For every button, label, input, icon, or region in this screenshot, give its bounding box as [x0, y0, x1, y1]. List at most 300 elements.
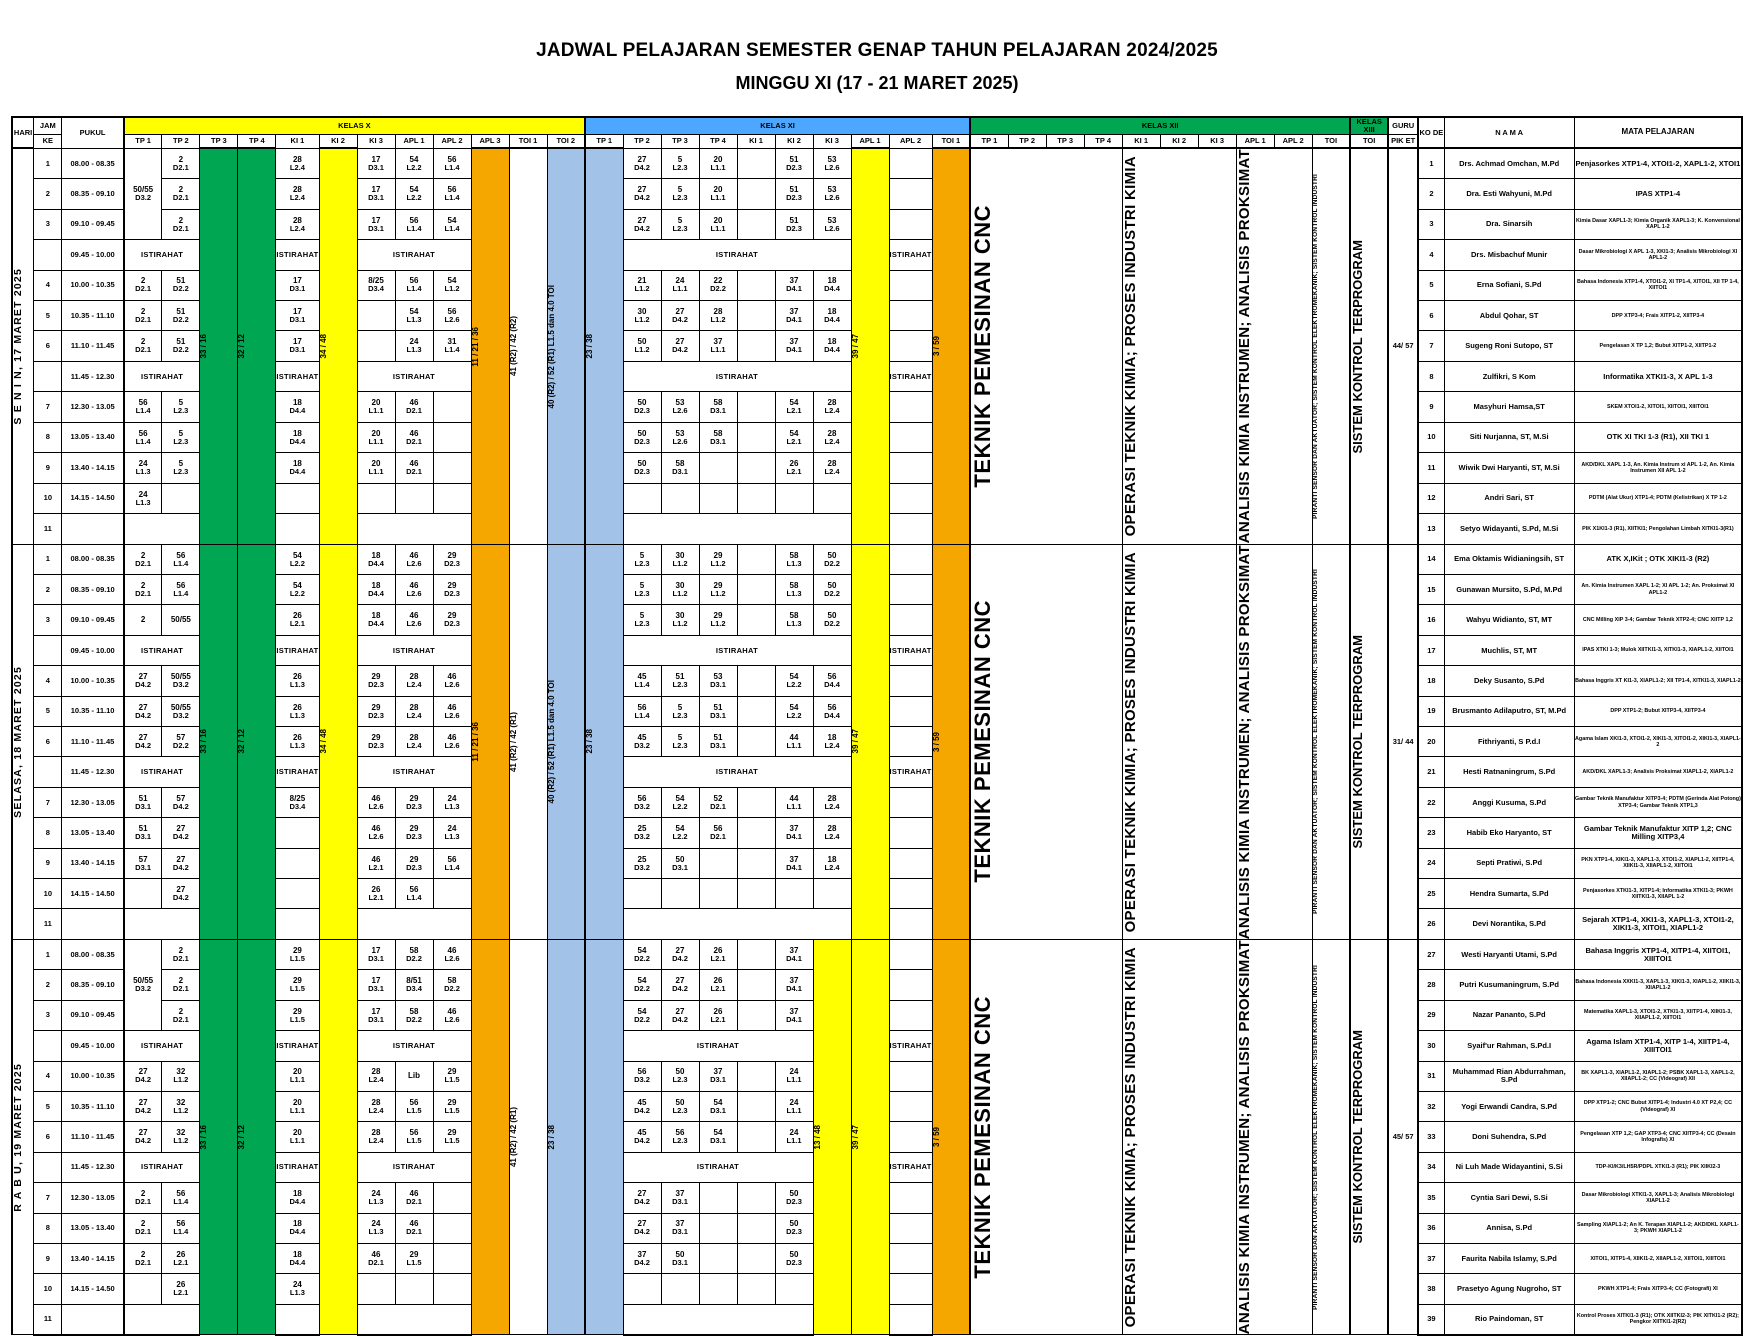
class-cell [433, 1213, 471, 1243]
class-cell [889, 1091, 932, 1121]
class-cell [433, 422, 471, 452]
class-cell: 17 D3.1 [276, 270, 319, 300]
band-x-ki2: 34 / 48 [319, 148, 357, 544]
class-cell: 56 L1.4 [395, 209, 433, 239]
class-cell: 51 D3.1 [699, 727, 737, 757]
class-cell: 29 L1.5 [276, 1000, 319, 1030]
teacher-code: 33 [1418, 1122, 1444, 1152]
jam-waktu: 09.10 - 09.45 [62, 209, 124, 239]
empty-cell [124, 514, 200, 545]
band-xi-tp1: 23 / 38 [585, 148, 623, 544]
jam-waktu: 11.45 - 12.30 [62, 361, 124, 391]
jam-waktu: 09.10 - 09.45 [62, 605, 124, 635]
teacher-code: 5 [1418, 270, 1444, 300]
jam-ke [34, 635, 62, 665]
class-cell: 5 L2.3 [623, 605, 661, 635]
jam-waktu: 10.00 - 10.35 [62, 1061, 124, 1091]
class-cell: 17 D3.1 [357, 209, 395, 239]
class-cell [737, 848, 775, 878]
jam-ke: 1 [34, 544, 62, 574]
teacher-subjects: Dasar Mikrobiologi XTKI1-3, XAPL1-3; Analisis Mikrobiologi XIAPL1-2 [1574, 1183, 1742, 1213]
band-xi-ki3: 13 / 48 [813, 939, 851, 1334]
jam-ke [34, 240, 62, 270]
teacher-subjects: DPP XTP1-2; Bubut XITP3-4, XIITP3-4 [1574, 696, 1742, 726]
col-xii-ki1: KI 1 [1122, 134, 1160, 148]
class-cell: 37 D4.1 [775, 331, 813, 361]
class-cell: 26 L2.1 [699, 1000, 737, 1030]
jam-ke: 11 [34, 514, 62, 545]
teacher-code: 36 [1418, 1213, 1444, 1243]
empty-cell [276, 909, 319, 939]
band-x-ki2 [319, 939, 357, 1334]
class-cell: 57 D3.1 [124, 848, 162, 878]
class-cell: 45 L1.4 [623, 666, 661, 696]
istirahat-label: ISTIRAHAT [276, 1031, 319, 1061]
class-cell: 58 L1.3 [775, 544, 813, 574]
istirahat-label: ISTIRAHAT [124, 1031, 200, 1061]
class-cell: 2 [124, 605, 162, 635]
class-cell: 53 D3.1 [699, 666, 737, 696]
class-cell [775, 879, 813, 909]
teacher-name: Anggi Kusuma, S.Pd [1444, 787, 1574, 817]
teacher-subjects: ATK X,IKit ; OTK XIKI1-3 (R2) [1574, 544, 1742, 574]
jam-ke: 2 [34, 179, 62, 209]
col-x-ki3: KI 3 [357, 134, 395, 148]
class-cell: 24 L1.1 [775, 1061, 813, 1091]
col-xii-tp2: TP 2 [1008, 134, 1046, 148]
class-cell [889, 422, 932, 452]
class-cell: 50 L2.3 [661, 1061, 699, 1091]
class-cell [889, 1061, 932, 1091]
teacher-name: Drs. Misbachuf Munir [1444, 240, 1574, 270]
jam-ke: 8 [34, 422, 62, 452]
class-cell [737, 1091, 775, 1121]
jam-waktu: 13.40 - 14.15 [62, 453, 124, 483]
table-body [12, 148, 1742, 1334]
class-cell [889, 818, 932, 848]
class-cell: 58 D2.2 [395, 939, 433, 969]
jam-waktu [62, 909, 124, 939]
class-cell [889, 1183, 932, 1213]
col-xi-tp1: TP 1 [585, 134, 623, 148]
class-cell [889, 1213, 932, 1243]
jam-waktu: 10.35 - 11.10 [62, 696, 124, 726]
class-cell: 56 L2.3 [661, 1122, 699, 1152]
class-cell [889, 1243, 932, 1273]
xii-block-analisis: ANALISIS KIMIA INSTRUMEN; ANALISIS PROKSIMAT [1236, 939, 1312, 1334]
jam-ke: 11 [34, 1304, 62, 1334]
teacher-name: Fithriyanti, S P.d.I [1444, 727, 1574, 757]
teacher-subjects: OTK XI TKI 1-3 (R1), XII TKI 1 [1574, 422, 1742, 452]
teacher-subjects: Matematika XAPL1-3, XTOI1-2, XTKI1-3, XIITP1-4, XIIKI1-3, XIIAPL1-2, XIITOI1 [1574, 1000, 1742, 1030]
jam-waktu: 12.30 - 13.05 [62, 1183, 124, 1213]
class-cell: 20 L1.1 [276, 1061, 319, 1091]
class-cell: 24 L1.3 [433, 818, 471, 848]
band-x-tp4: 32 / 12 [238, 939, 276, 1334]
class-cell: 2 D2.1 [124, 1213, 162, 1243]
teacher-code: 13 [1418, 514, 1444, 545]
class-cell: 24 L1.3 [395, 331, 433, 361]
xii-block-analisis: ANALISIS KIMIA INSTRUMEN; ANALISIS PROKSIMAT [1236, 544, 1312, 939]
empty-cell [357, 909, 471, 939]
empty-cell [276, 514, 319, 545]
class-cell: 18 D4.4 [357, 544, 395, 574]
jam-waktu: 14.15 - 14.50 [62, 1274, 124, 1304]
class-cell: 17 D3.1 [357, 179, 395, 209]
class-cell: 46 D2.1 [395, 1183, 433, 1213]
class-cell [699, 483, 737, 513]
header-kelas-xi: KELAS XI [585, 117, 970, 134]
class-cell: 2 D2.1 [124, 574, 162, 604]
xii-block-analisis: ANALISIS KIMIA INSTRUMEN; ANALISIS PROKSIMAT [1236, 148, 1312, 544]
class-cell: 28 L2.4 [395, 727, 433, 757]
class-cell: 29 D2.3 [357, 727, 395, 757]
teacher-code: 27 [1418, 939, 1444, 969]
istirahat-label: ISTIRAHAT [276, 240, 319, 270]
class-cell: 37 D4.1 [775, 970, 813, 1000]
class-cell: 56 L1.4 [623, 696, 661, 726]
guru-piket-count: 44/ 57 [1388, 148, 1418, 544]
header-kelas-xiii: KELAS XIII [1350, 117, 1388, 134]
empty-cell [889, 1304, 932, 1334]
empty-cell [357, 514, 471, 545]
class-cell [124, 1274, 162, 1304]
class-cell: 2 D2.1 [162, 970, 200, 1000]
jam-waktu: 08.00 - 08.35 [62, 148, 124, 178]
teacher-name: Septi Pratiwi, S.Pd [1444, 848, 1574, 878]
class-cell: 46 L2.6 [357, 787, 395, 817]
class-cell: 2 D2.1 [124, 270, 162, 300]
teacher-subjects: Bahasa Inggris XT KI1-3, XIAPL1-2; XII TP1-4, XITKI1-3, XIAPL1-2 [1574, 666, 1742, 696]
col-x-tp3: TP 3 [200, 134, 238, 148]
class-cell: 20 L1.1 [357, 453, 395, 483]
class-cell: 56 L1.4 [433, 179, 471, 209]
class-cell: 27 D4.2 [124, 1091, 162, 1121]
class-cell: 53 L2.6 [813, 148, 851, 178]
jam-ke: 6 [34, 331, 62, 361]
class-cell: 28 L2.4 [357, 1061, 395, 1091]
class-cell: 52 D2.1 [699, 787, 737, 817]
class-cell: 24 L1.3 [357, 1213, 395, 1243]
class-cell: 27 D4.2 [124, 1122, 162, 1152]
teacher-code: 22 [1418, 787, 1444, 817]
class-cell [395, 483, 433, 513]
jam-waktu: 12.30 - 13.05 [62, 787, 124, 817]
class-cell: 2 D2.1 [124, 1183, 162, 1213]
empty-cell [889, 909, 932, 939]
class-cell: 54 L2.2 [276, 544, 319, 574]
jam-ke: 3 [34, 605, 62, 635]
class-cell: 45 D4.2 [623, 1122, 661, 1152]
class-cell: 46 L2.6 [395, 544, 433, 574]
band-x-apl3: 11 / 21 / 36 [471, 544, 509, 939]
jam-waktu: 13.05 - 13.40 [62, 818, 124, 848]
class-cell [623, 1274, 661, 1304]
class-cell: 54 L2.2 [276, 574, 319, 604]
teacher-subjects: Pengelasan XTP 1,2; GAP XTP3-4; CNC XIITP3-4; CC (Desain Infografis) XI [1574, 1122, 1742, 1152]
jam-waktu: 09.45 - 10.00 [62, 1031, 124, 1061]
class-cell [775, 483, 813, 513]
class-cell: 37 D4.1 [775, 848, 813, 878]
class-cell: 46 L2.6 [433, 939, 471, 969]
col-xii-tp1: TP 1 [970, 134, 1008, 148]
class-cell: 24 L1.3 [124, 453, 162, 483]
class-cell: 2 D2.1 [162, 179, 200, 209]
teacher-code: 9 [1418, 392, 1444, 422]
teacher-subjects: PKN XTP1-4, XIKI1-3, XAPL1-3, XTOI1-2, XIAPL1-2, XIITP1-4, XIIKI1-3, XIIAPL1-2, XIITOI1 [1574, 848, 1742, 878]
col-xi-apl1: APL 1 [851, 134, 889, 148]
class-cell [433, 1183, 471, 1213]
teacher-subjects: Sejarah XTP1-4, XKI1-3, XAPL1-3, XTOI1-2, XIKI1-3, XITOI1, XIAPL1-2 [1574, 909, 1742, 939]
class-cell: 56 D3.2 [623, 787, 661, 817]
class-cell [433, 879, 471, 909]
jam-waktu: 11.45 - 12.30 [62, 1152, 124, 1182]
xii-block-cnc: TEKNIK PEMESINAN CNC [970, 148, 1122, 544]
class-cell [889, 1000, 932, 1030]
class-cell: 28 L2.4 [395, 666, 433, 696]
band-xi-tp1 [585, 939, 623, 1334]
page-subtitle: MINGGU XI (17 - 21 MARET 2025) [735, 73, 1019, 93]
class-cell: 18 D4.4 [813, 270, 851, 300]
class-cell: 50 D2.2 [813, 544, 851, 574]
class-cell: 2 D2.1 [162, 209, 200, 239]
class-cell [737, 1061, 775, 1091]
teacher-name: Putri Kusumaningrum, S.Pd [1444, 970, 1574, 1000]
istirahat-label: ISTIRAHAT [357, 361, 471, 391]
class-cell: 37 D4.1 [775, 1000, 813, 1030]
teacher-code: 15 [1418, 574, 1444, 604]
col-x-apl2: APL 2 [433, 134, 471, 148]
class-cell: 24 L1.1 [775, 1091, 813, 1121]
teacher-name: Setyo Widayanti, S.Pd, M.Si [1444, 514, 1574, 545]
teacher-subjects: Bahasa Indonesia XTP1-4, XTOI1-2, XI TP1-4, XITOI1, XII TP 1-4, XIITOI1 [1574, 270, 1742, 300]
class-cell [357, 483, 395, 513]
class-cell: 26 L2.1 [699, 970, 737, 1000]
class-cell: 18 L2.4 [813, 848, 851, 878]
jam-waktu: 13.05 - 13.40 [62, 1213, 124, 1243]
class-cell [433, 453, 471, 483]
class-cell: 50 L1.2 [623, 331, 661, 361]
class-cell: 29 L1.5 [276, 970, 319, 1000]
class-cell: 29 L1.2 [699, 574, 737, 604]
class-cell: 5 L2.3 [661, 179, 699, 209]
teacher-code: 29 [1418, 1000, 1444, 1030]
class-cell [623, 483, 661, 513]
teacher-name: Siti Nurjanna, ST, M.Si [1444, 422, 1574, 452]
class-cell: 37 D3.1 [699, 1061, 737, 1091]
class-cell: 2 D2.1 [124, 300, 162, 330]
class-cell: 27 D4.2 [124, 666, 162, 696]
class-cell [775, 1274, 813, 1304]
class-cell [889, 970, 932, 1000]
header-piket: PIK ET [1388, 134, 1418, 148]
class-cell: 2 D2.1 [124, 544, 162, 574]
class-cell: 5 L2.3 [623, 574, 661, 604]
band-x-apl3: 11 / 21 / 36 [471, 148, 509, 544]
class-cell: 26 L1.3 [276, 666, 319, 696]
istirahat-label: ISTIRAHAT [889, 240, 932, 270]
class-cell: 56 L1.4 [124, 392, 162, 422]
class-cell: 24 L1.3 [276, 1274, 319, 1304]
class-cell: 51 D2.3 [775, 148, 813, 178]
jam-waktu: 14.15 - 14.50 [62, 879, 124, 909]
teacher-name: Brusmanto Adilaputro, ST, M.Pd [1444, 696, 1574, 726]
class-cell: 17 D3.1 [276, 331, 319, 361]
class-cell: 46 L2.6 [433, 1000, 471, 1030]
jam-waktu: 08.35 - 09.10 [62, 574, 124, 604]
istirahat-label: ISTIRAHAT [623, 1031, 813, 1061]
header-mapel: MATA PELAJARAN [1574, 117, 1742, 148]
col-xii-toi: TOI [1312, 134, 1350, 148]
day-label: R A B U, 19 MARET 2025 [12, 939, 34, 1334]
class-cell [433, 483, 471, 513]
class-cell: 8/25 D3.4 [357, 270, 395, 300]
xii-block-sensor: PIRANTI SENSOR DAN AKTUATOR; SISTEM KONTROL ELEKTROMEKANIK; SISTEM KONTROL INDUSTRI [1312, 148, 1350, 544]
teacher-code: 19 [1418, 696, 1444, 726]
teacher-name: Nazar Pananto, S.Pd [1444, 1000, 1574, 1030]
class-cell [699, 453, 737, 483]
istirahat-label: ISTIRAHAT [889, 757, 932, 787]
teacher-subjects: Dasar Mikrobiologi X APL 1-3, XKI1-3; Analisis Mikrobiologi XI APL1-2 [1574, 240, 1742, 270]
class-cell: 28 L2.4 [813, 787, 851, 817]
class-cell: 56 L1.4 [395, 879, 433, 909]
col-x-apl1: APL 1 [395, 134, 433, 148]
class-cell: 24 L1.3 [124, 483, 162, 513]
teacher-subjects: DPP XTP1-2; CNC Bubut XITP1-4; Industri 4.0 XT P2,4; CC (Videograf) XI [1574, 1091, 1742, 1121]
class-cell: 51 D2.2 [162, 270, 200, 300]
class-cell: 54 L1.4 [433, 209, 471, 239]
col-xiii-toi: TOI [1350, 134, 1388, 148]
jam-waktu: 13.40 - 14.15 [62, 848, 124, 878]
istirahat-label: ISTIRAHAT [357, 1031, 471, 1061]
class-cell: 28 L2.4 [813, 392, 851, 422]
class-cell: Lib [395, 1061, 433, 1091]
istirahat-label: ISTIRAHAT [276, 757, 319, 787]
class-cell: 56 L1.4 [433, 848, 471, 878]
teacher-code: 39 [1418, 1304, 1444, 1334]
empty-cell [124, 909, 200, 939]
teacher-subjects: Sampling XIAPL1-2; An K. Terapan XIAPL1-2; AKD/DKL XAPL1-3; PKWH XIAPL1-2 [1574, 1213, 1742, 1243]
class-cell: 17 D3.1 [357, 148, 395, 178]
class-cell: 18 D4.4 [276, 1243, 319, 1273]
class-cell: 18 D4.4 [276, 422, 319, 452]
jam-ke: 10 [34, 1274, 62, 1304]
band-x-toi1: 41 (R2) / 42 (R2) [509, 148, 547, 544]
istirahat-label: ISTIRAHAT [623, 757, 851, 787]
istirahat-label: ISTIRAHAT [124, 240, 200, 270]
class-cell: 50/55 D3.2 [124, 148, 162, 239]
class-cell: 54 L1.2 [433, 270, 471, 300]
class-cell: 27 D4.2 [623, 1213, 661, 1243]
class-cell: 56 L2.6 [433, 300, 471, 330]
guru-piket-count: 31/ 44 [1388, 544, 1418, 939]
istirahat-label: ISTIRAHAT [276, 361, 319, 391]
jam-waktu: 11.10 - 11.45 [62, 1122, 124, 1152]
class-cell [661, 879, 699, 909]
class-cell: 18 D4.4 [357, 574, 395, 604]
teacher-code: 18 [1418, 666, 1444, 696]
band-xi-toi1: 3 / 59 [932, 148, 970, 544]
class-cell [889, 879, 932, 909]
class-cell: 50 D3.1 [661, 1243, 699, 1273]
header-hari: HARI [12, 117, 34, 148]
teacher-subjects: IPAS XTP1-4 [1574, 179, 1742, 209]
teacher-subjects: DPP XTP3-4; Frais XITP1-2, XIITP3-4 [1574, 300, 1742, 330]
class-cell: 53 L2.6 [813, 179, 851, 209]
class-cell [276, 818, 319, 848]
teacher-name: Wahyu Widianto, ST, MT [1444, 605, 1574, 635]
class-cell: 27 D4.2 [124, 696, 162, 726]
class-cell: 56 L1.5 [395, 1091, 433, 1121]
jam-waktu: 13.40 - 14.15 [62, 1243, 124, 1273]
class-cell: 37 D4.2 [623, 1243, 661, 1273]
teacher-code: 32 [1418, 1091, 1444, 1121]
class-cell: 2 D2.1 [162, 148, 200, 178]
teacher-subjects: XITOI1, XITP1-4, XIIKI1-2, XIIAPL1-2, XIITOI1, XIIITOI1 [1574, 1243, 1742, 1273]
xii-block-cnc: TEKNIK PEMESINAN CNC [970, 939, 1122, 1334]
class-cell: 56 L1.5 [395, 1122, 433, 1152]
class-cell: 28 L1.2 [699, 300, 737, 330]
teacher-code: 10 [1418, 422, 1444, 452]
band-x-toi2: 40 (R2) / 52 (R1) L1.5 dan 4.0 TOI [547, 148, 585, 544]
class-cell: 22 D2.2 [699, 270, 737, 300]
class-cell: 58 D2.2 [395, 1000, 433, 1030]
class-cell [276, 848, 319, 878]
class-cell [889, 544, 932, 574]
jam-waktu [62, 514, 124, 545]
class-cell: 29 D2.3 [357, 666, 395, 696]
class-cell: 26 L2.1 [162, 1243, 200, 1273]
class-cell: 27 D4.2 [162, 818, 200, 848]
band-x-tp4: 32 / 12 [238, 148, 276, 544]
class-cell: 44 L1.1 [775, 787, 813, 817]
class-cell [889, 1122, 932, 1152]
class-cell: 50 D2.3 [775, 1183, 813, 1213]
class-cell [737, 544, 775, 574]
jam-ke: 2 [34, 574, 62, 604]
class-cell [889, 666, 932, 696]
class-cell: 46 L2.6 [433, 666, 471, 696]
jam-waktu: 08.35 - 09.10 [62, 970, 124, 1000]
class-cell: 2 D2.1 [162, 939, 200, 969]
class-cell: 50/55 D3.2 [124, 939, 162, 1030]
class-cell: 27 D4.2 [661, 300, 699, 330]
class-cell: 28 L2.4 [276, 209, 319, 239]
class-cell: 37 D4.1 [775, 270, 813, 300]
teacher-name: Westi Haryanti Utami, S.Pd [1444, 939, 1574, 969]
teacher-subjects: AKD/DKL XAPL1-3; Analisis Proksimat XIAPL1-2, XIAPL1-2 [1574, 757, 1742, 787]
class-cell [661, 483, 699, 513]
class-cell: 50 D2.2 [813, 574, 851, 604]
class-cell [737, 209, 775, 239]
class-cell: 50/55 D3.2 [162, 666, 200, 696]
jam-ke: 3 [34, 1000, 62, 1030]
class-cell: 17 D3.1 [357, 939, 395, 969]
class-cell: 45 D4.2 [623, 1091, 661, 1121]
class-cell [737, 483, 775, 513]
class-cell: 27 D4.2 [661, 331, 699, 361]
class-cell: 54 L2.2 [661, 787, 699, 817]
class-cell: 54 L2.1 [775, 392, 813, 422]
class-cell: 54 D2.2 [623, 1000, 661, 1030]
class-cell: 5 L2.3 [162, 392, 200, 422]
teacher-subjects: IPAS XTKI 1-3; Mulok XIITKI1-3, XITKI1-3, XIAPL1-2, XIITOI1 [1574, 635, 1742, 665]
class-cell: 27 D4.2 [124, 1061, 162, 1091]
empty-cell [889, 514, 932, 545]
teacher-code: 17 [1418, 635, 1444, 665]
class-cell: 25 D3.2 [623, 818, 661, 848]
class-cell: 51 L2.3 [661, 666, 699, 696]
